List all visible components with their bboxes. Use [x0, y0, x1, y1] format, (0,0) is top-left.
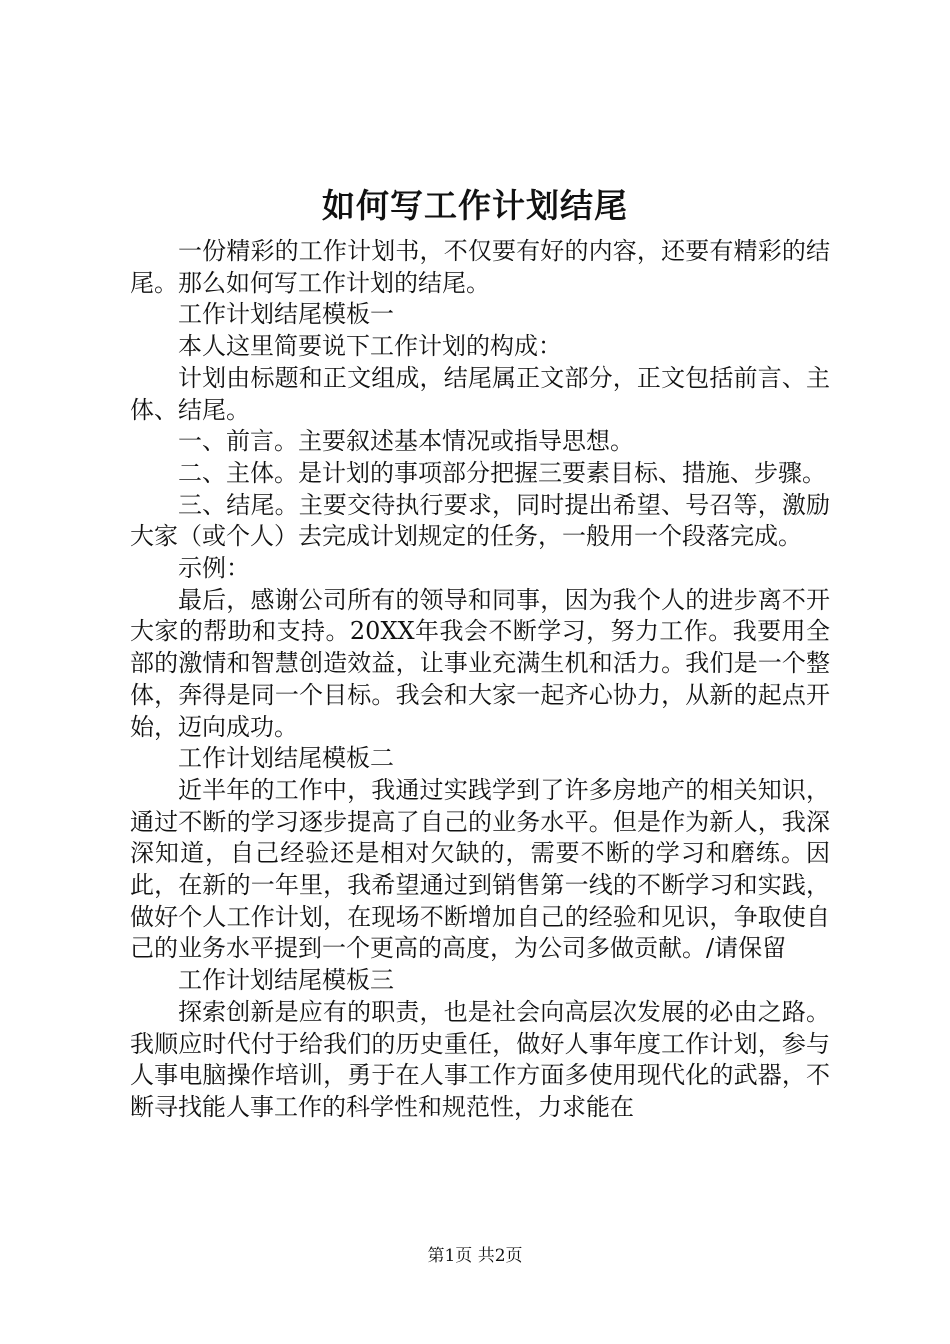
section-heading-template-3: 工作计划结尾模板三	[178, 966, 394, 995]
paragraph-example: 最后，感谢公司所有的领导和同事，因为我个人的进步离不开大家的帮助和支持。20XX年我会不断学习，努力工作。我要用全部的激情和智慧创造效益，让事业充满生机和活力。我们是一个整体，奔得是同一个目标。我会和大家一起齐心协力，从新的起点开始，迈向成功。	[130, 585, 830, 741]
paragraph-structure: 计划由标题和正文组成，结尾属正文部分，正文包括前言、主体、结尾。	[130, 363, 830, 424]
paragraph-intro: 一份精彩的工作计划书，不仅要有好的内容，还要有精彩的结尾。那么如何写工作计划的结尾。	[130, 237, 830, 297]
paragraph-ending: 三、结尾。主要交待执行要求，同时提出希望、号召等，激励大家（或个人）去完成计划规定的任务，一般用一个段落完成。	[130, 490, 830, 551]
page-footer	[0, 1244, 950, 1268]
paragraph-template-2: 近半年的工作中，我通过实践学到了许多房地产的相关知识，通过不断的学习逐步提高了自己的业务水平。但是作为新人，我深深知道，自己经验还是相对欠缺的，需要不断的学习和磨练。因此，在新的一年里，我希望通过到销售第一线的不断学习和实践，做好个人工作计划，在现场不断增加自己的经验和见识，争取使自己的业务水平提到一个更高的高度，为公司多做贡献。/请保留	[130, 775, 830, 963]
section-heading-template-2: 工作计划结尾模板二	[178, 744, 394, 773]
page-number: 第1页	[427, 1246, 473, 1266]
paragraph-preface: 一、前言。主要叙述基本情况或指导思想。	[178, 427, 634, 456]
document-body	[130, 236, 830, 1124]
paragraph-main-body: 二、主体。是计划的事项部分把握三要素目标、措施、步骤。	[178, 458, 826, 487]
paragraph-template-3: 探索创新是应有的职责，也是社会向高层次发展的必由之路。我顺应时代付于给我们的历史重任，做好人事年度工作计划，参与人事电脑操作培训，勇于在人事工作方面多使用现代化的武器，不断寻找能人事工作的科学性和规范性，力求能在	[130, 997, 830, 1121]
section-heading-template-1: 工作计划结尾模板一	[178, 300, 394, 329]
document-title: 如何写工作计划结尾	[322, 186, 628, 225]
paragraph-structure-lead: 本人这里简要说下工作计划的构成：	[178, 332, 562, 361]
page-total: 共2页	[477, 1246, 523, 1266]
paragraph-example-label: 示例：	[178, 554, 250, 583]
